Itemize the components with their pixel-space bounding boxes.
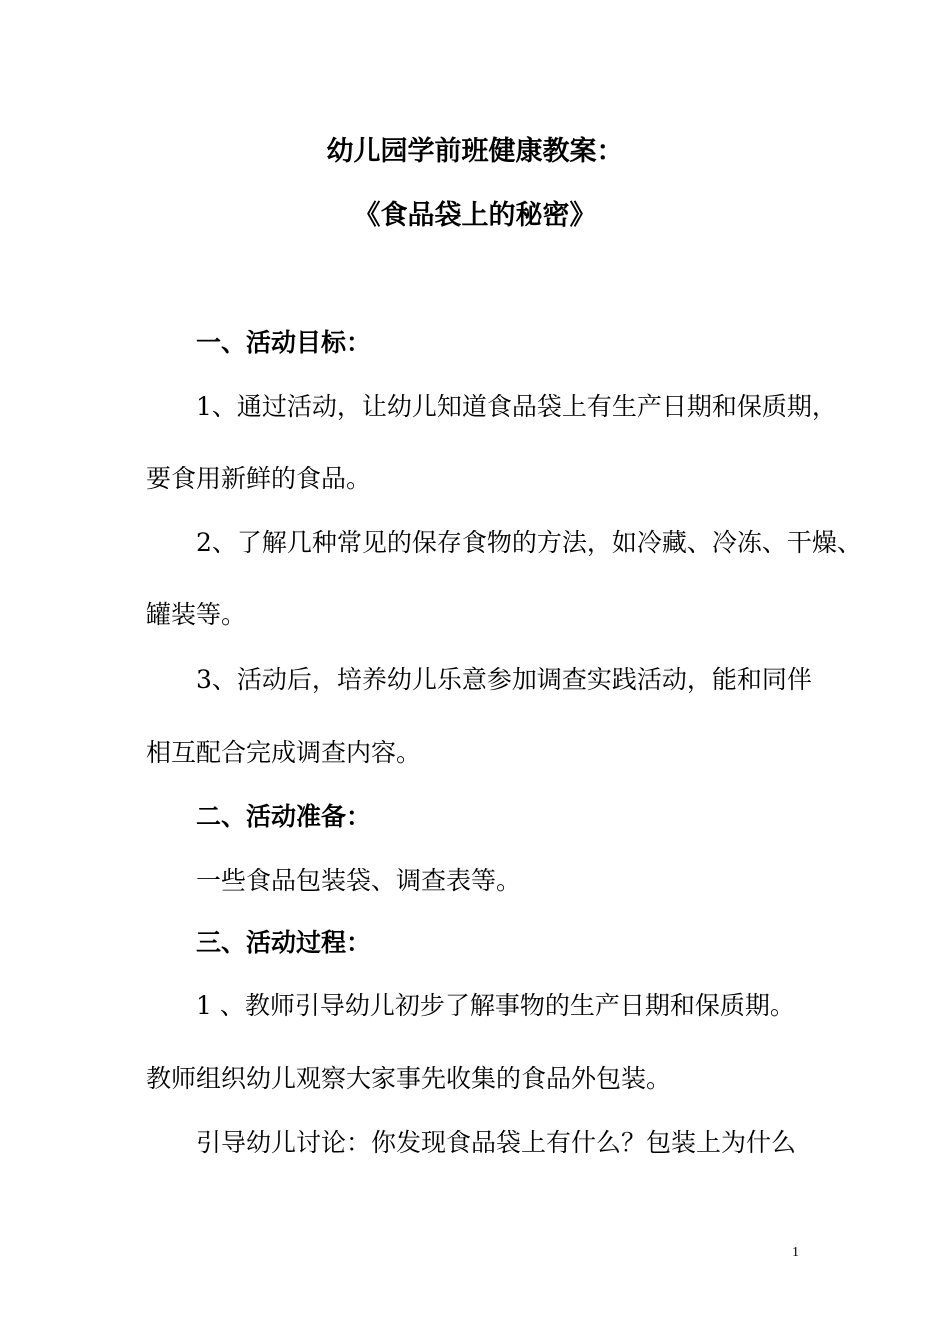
document-subtitle: 《食品袋上的秘密》 (353, 200, 597, 231)
paragraph-line: 1、通过活动，让幼儿知道食品袋上有生产日期和保质期， (196, 392, 837, 421)
page-number: 1 (792, 1245, 799, 1260)
document-title: 幼儿园学前班健康教案： (326, 136, 624, 167)
paragraph-line: 要食用新鲜的食品。 (146, 464, 372, 493)
paragraph-line: 一些食品包装袋、调查表等。 (196, 866, 522, 895)
paragraph-line: 3、活动后，培养幼儿乐意参加调查实践活动，能和同伴 (196, 665, 812, 694)
paragraph-line: 相互配合完成调查内容。 (146, 738, 422, 767)
paragraph-line: 教师组织幼儿观察大家事先收集的食品外包装。 (146, 1064, 672, 1093)
section-heading-preparation: 二、活动准备： (196, 802, 372, 831)
section-heading-process: 三、活动过程： (196, 928, 372, 957)
paragraph-line: 2、了解几种常见的保存食物的方法，如冷藏、冷冻、干燥、 (196, 528, 862, 557)
paragraph-line: 引导幼儿讨论：你发现食品袋上有什么？包装上为什么 (196, 1128, 797, 1157)
paragraph-line: 罐装等。 (146, 600, 247, 629)
section-heading-goals: 一、活动目标： (196, 328, 372, 357)
paragraph-line: 1 、教师引导幼儿初步了解事物的生产日期和保质期。 (196, 991, 795, 1020)
